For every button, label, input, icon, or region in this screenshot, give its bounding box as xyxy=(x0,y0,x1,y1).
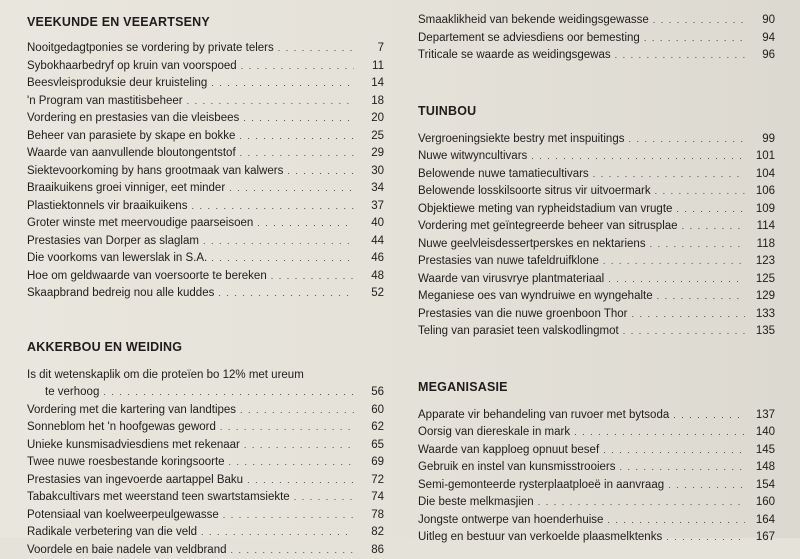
entry-title: Beheer van parasiete by skape en bokke xyxy=(27,128,235,146)
entry-title: Voordele en baie nadele van veldbrand xyxy=(27,542,227,559)
toc-entry xyxy=(27,110,384,128)
entry-page-number: 104 xyxy=(751,166,775,184)
toc-entry xyxy=(27,542,384,559)
entry-title: Vordering en prestasies van die vleisbees xyxy=(27,110,239,128)
toc-entry xyxy=(418,512,775,530)
entry-page-number: 52 xyxy=(360,285,384,303)
entry-page-number: 125 xyxy=(751,271,775,289)
dot-leader xyxy=(211,75,354,93)
entry-page-number: 90 xyxy=(751,12,775,30)
entry-title: Plastiektonnels vir braaikuikens xyxy=(27,198,187,216)
section-heading: TUINBOU xyxy=(418,103,775,119)
toc-entry xyxy=(418,47,775,65)
dot-leader xyxy=(653,12,745,30)
entry-page-number: 160 xyxy=(751,494,775,512)
entry-title: Twee nuwe roesbestande koringsoorte xyxy=(27,454,225,472)
toc-entry xyxy=(27,367,384,402)
section-akkerbou-continued xyxy=(418,12,775,65)
dot-leader xyxy=(191,198,354,216)
entry-title: Waarde van aanvullende bloutongentstof xyxy=(27,145,236,163)
entry-page-number: 109 xyxy=(751,201,775,219)
entry-title: Waarde van virusvrye plantmateriaal xyxy=(418,271,604,289)
dot-leader xyxy=(271,268,354,286)
toc-entry xyxy=(27,437,384,455)
toc-entry xyxy=(418,12,775,30)
toc-entry xyxy=(27,215,384,233)
entry-page-number: 14 xyxy=(360,75,384,93)
toc-entry xyxy=(418,323,775,341)
entry-title: Nuwe witwyncultivars xyxy=(418,148,527,166)
toc-entry xyxy=(418,148,775,166)
entry-title: Tabakcultivars met weerstand teen swartstamsiekte xyxy=(27,489,290,507)
dot-leader xyxy=(229,454,354,472)
dot-leader xyxy=(220,419,354,437)
dot-leader xyxy=(615,47,745,65)
entry-page-number: 106 xyxy=(751,183,775,201)
entry-page-number: 86 xyxy=(360,542,384,559)
section-heading: AKKERBOU EN WEIDING xyxy=(27,339,384,355)
entry-page-number: 40 xyxy=(360,215,384,233)
dot-leader xyxy=(631,306,745,324)
dot-leader xyxy=(247,472,354,490)
toc-entry xyxy=(27,285,384,303)
entry-page-number: 154 xyxy=(751,477,775,495)
entry-page-number: 74 xyxy=(360,489,384,507)
toc-entry xyxy=(418,459,775,477)
toc-entry xyxy=(27,524,384,542)
toc-entry xyxy=(418,183,775,201)
entry-page-number: 11 xyxy=(360,58,384,76)
toc-entry xyxy=(418,424,775,442)
entry-page-number: 129 xyxy=(751,288,775,306)
entry-title: Belowende nuwe tamatiecultivars xyxy=(418,166,589,184)
entry-list xyxy=(27,40,384,303)
entry-page-number: 29 xyxy=(360,145,384,163)
toc-entry xyxy=(27,268,384,286)
entry-title: Braaikuikens groei vinniger, eet minder xyxy=(27,180,225,198)
dot-leader xyxy=(294,489,354,507)
entry-page-number: 118 xyxy=(751,236,775,254)
dot-leader xyxy=(603,253,745,271)
toc-entry xyxy=(418,30,775,48)
toc-entry xyxy=(27,419,384,437)
toc-entry xyxy=(27,40,384,58)
section-heading: MEGANISASIE xyxy=(418,379,775,395)
entry-page-number: 99 xyxy=(751,131,775,149)
section-meganisasie xyxy=(418,379,775,547)
entry-page-number: 123 xyxy=(751,253,775,271)
dot-leader xyxy=(218,285,354,303)
toc-entry xyxy=(418,131,775,149)
toc-entry xyxy=(418,271,775,289)
toc-entry xyxy=(27,93,384,111)
entry-page-number: 137 xyxy=(751,407,775,425)
entry-page-number: 164 xyxy=(751,512,775,530)
toc-entry xyxy=(418,288,775,306)
section-veekunde xyxy=(27,14,384,303)
entry-page-number: 72 xyxy=(360,472,384,490)
entry-title: 'n Program van mastitisbeheer xyxy=(27,93,183,111)
toc-entry xyxy=(418,442,775,460)
entry-page-number: 65 xyxy=(360,437,384,455)
left-column xyxy=(27,14,384,559)
toc-entry xyxy=(27,145,384,163)
toc-entry xyxy=(27,128,384,146)
entry-title: Semi-gemonteerde rysterplaatploeë in aanvraag xyxy=(418,477,664,495)
entry-title: te verhoog xyxy=(45,384,99,402)
dot-leader xyxy=(287,163,354,181)
toc-entry xyxy=(27,75,384,93)
entry-title: Sybokhaarbedryf op kruin van voorspoed xyxy=(27,58,237,76)
toc-entry xyxy=(418,306,775,324)
entry-title: Smaaklikheid van bekende weidingsgewasse xyxy=(418,12,649,30)
entry-list-rest xyxy=(27,402,384,559)
dot-leader xyxy=(673,407,745,425)
entry-page-number: 44 xyxy=(360,233,384,251)
entry-page-number: 34 xyxy=(360,180,384,198)
toc-entry xyxy=(418,494,775,512)
entry-title: Vergroeningsiekte bestry met inspuitings xyxy=(418,131,624,149)
entry-title: Skaapbrand bedreig nou alle kuddes xyxy=(27,285,214,303)
dot-leader xyxy=(650,236,745,254)
entry-page-number: 133 xyxy=(751,306,775,324)
toc-entry xyxy=(27,489,384,507)
dot-leader xyxy=(682,218,745,236)
dot-leader xyxy=(655,183,745,201)
dot-leader xyxy=(603,442,745,460)
toc-entry xyxy=(27,454,384,472)
dot-leader xyxy=(240,402,354,420)
dot-leader xyxy=(608,271,745,289)
entry-page-number: 62 xyxy=(360,419,384,437)
entry-title: Prestasies van Dorper as slaglam xyxy=(27,233,199,251)
entry-list xyxy=(418,407,775,547)
dot-leader xyxy=(257,215,354,233)
entry-page-number: 56 xyxy=(360,384,384,402)
dot-leader xyxy=(229,180,354,198)
entry-page-number: 48 xyxy=(360,268,384,286)
dot-leader xyxy=(644,30,745,48)
entry-title: Hoe om geldwaarde van voersoorte te bereken xyxy=(27,268,267,286)
entry-title-continued xyxy=(27,384,384,402)
dot-leader xyxy=(243,110,354,128)
toc-entry xyxy=(27,233,384,251)
dot-leader xyxy=(574,424,745,442)
entry-title: Nooitgedagtponies se vordering by private telers xyxy=(27,40,274,58)
entry-title: Jongste ontwerpe van hoenderhuise xyxy=(418,512,603,530)
entry-page-number: 46 xyxy=(360,250,384,268)
entry-page-number: 18 xyxy=(360,93,384,111)
entry-page-number: 7 xyxy=(360,40,384,58)
dot-leader xyxy=(231,542,355,559)
dot-leader xyxy=(676,201,745,219)
entry-page-number: 78 xyxy=(360,507,384,525)
entry-title: Gebruik en instel van kunsmisstrooiers xyxy=(418,459,616,477)
entry-page-number: 96 xyxy=(751,47,775,65)
toc-entry xyxy=(27,180,384,198)
entry-page-number: 145 xyxy=(751,442,775,460)
dot-leader xyxy=(244,437,354,455)
section-heading: VEEKUNDE EN VEEARTSENY xyxy=(27,14,384,30)
dot-leader xyxy=(623,323,745,341)
entry-title: Nuwe geelvleisdessertperskes en nektariens xyxy=(418,236,646,254)
dot-leader xyxy=(223,507,354,525)
toc-entry xyxy=(418,218,775,236)
dot-leader xyxy=(668,477,745,495)
entry-title: Objektiewe meting van rypheidstadium van vrugte xyxy=(418,201,672,219)
toc-entry xyxy=(27,163,384,181)
entry-title: Belowende losskilsoorte sitrus vir uitvoermark xyxy=(418,183,651,201)
dot-leader xyxy=(103,384,354,402)
toc-entry xyxy=(418,166,775,184)
entry-title: Meganiese oes van wyndruiwe en wyngehalte xyxy=(418,288,653,306)
dot-leader xyxy=(241,58,354,76)
entry-page-number: 20 xyxy=(360,110,384,128)
toc-entry xyxy=(418,253,775,271)
entry-title: Prestasies van nuwe tafeldruifklone xyxy=(418,253,599,271)
dot-leader xyxy=(538,494,745,512)
entry-page-number: 69 xyxy=(360,454,384,472)
section-tuinbou xyxy=(418,103,775,341)
entry-page-number: 30 xyxy=(360,163,384,181)
entry-list xyxy=(27,367,384,559)
entry-page-number: 135 xyxy=(751,323,775,341)
dot-leader xyxy=(628,131,745,149)
entry-page-number: 148 xyxy=(751,459,775,477)
dot-leader xyxy=(203,233,354,251)
entry-title: Departement se adviesdiens oor bemesting xyxy=(418,30,640,48)
entry-page-number: 82 xyxy=(360,524,384,542)
toc-entry xyxy=(27,402,384,420)
entry-title: Teling van parasiet teen valskodlingmot xyxy=(418,323,619,341)
entry-page-number: 101 xyxy=(751,148,775,166)
dot-leader xyxy=(240,145,354,163)
dot-leader xyxy=(657,288,745,306)
entry-title: Beesvleisproduksie deur kruisteling xyxy=(27,75,207,93)
entry-title: Potensiaal van koelweerpeulgewasse xyxy=(27,507,219,525)
entry-title: Sonneblom het 'n hoofgewas geword xyxy=(27,419,216,437)
entry-page-number: 140 xyxy=(751,424,775,442)
dot-leader xyxy=(239,128,354,146)
toc-entry xyxy=(418,477,775,495)
entry-title: Oorsig van diereskale in mark xyxy=(418,424,570,442)
entry-title: Prestasies van ingevoerde aartappel Baku xyxy=(27,472,243,490)
dot-leader xyxy=(278,40,354,58)
toc-entry xyxy=(27,198,384,216)
entry-title: Apparate vir behandeling van ruvoer met bytsoda xyxy=(418,407,669,425)
entry-title: Die beste melkmasjien xyxy=(418,494,534,512)
entry-page-number: 60 xyxy=(360,402,384,420)
dot-leader xyxy=(593,166,745,184)
section-akkerbou xyxy=(27,339,384,559)
entry-title: Unieke kunsmisadviesdiens met rekenaar xyxy=(27,437,240,455)
entry-title: Siektevoorkoming by hans grootmaak van kalwers xyxy=(27,163,283,181)
entry-page-number: 37 xyxy=(360,198,384,216)
entry-title: Die voorkoms van lewerslak in S.A. xyxy=(27,250,207,268)
entry-page-number: 94 xyxy=(751,30,775,48)
entry-title: Is dit wetenskaplik om die proteïen bo 12% met ureum xyxy=(27,367,384,385)
entry-title: Radikale verbetering van die veld xyxy=(27,524,197,542)
dot-leader xyxy=(607,512,745,530)
entry-title: Vordering met die kartering van landtipes xyxy=(27,402,236,420)
toc-entry xyxy=(27,507,384,525)
right-column xyxy=(418,12,775,547)
entry-title: Vordering met geïntegreerde beheer van sitrusplae xyxy=(418,218,678,236)
dot-leader xyxy=(201,524,354,542)
toc-entry xyxy=(27,472,384,490)
dot-leader xyxy=(620,459,746,477)
entry-title: Groter winste met meervoudige paarseisoen xyxy=(27,215,253,233)
toc-entry xyxy=(418,407,775,425)
toc-entry xyxy=(418,236,775,254)
toc-entry xyxy=(27,250,384,268)
dot-leader xyxy=(211,250,354,268)
entry-list xyxy=(418,131,775,341)
entry-page-number: 167 xyxy=(751,529,775,547)
entry-title: Prestasies van die nuwe groenboon Thor xyxy=(418,306,627,324)
dot-leader xyxy=(187,93,354,111)
entry-page-number: 114 xyxy=(751,218,775,236)
entry-title: Uitleg en bestuur van verkoelde plaasmelktenks xyxy=(418,529,662,547)
toc-entry xyxy=(27,58,384,76)
toc-entry xyxy=(418,201,775,219)
entry-title: Waarde van kapploeg opnuut besef xyxy=(418,442,599,460)
entry-list xyxy=(418,12,775,65)
dot-leader xyxy=(531,148,745,166)
entry-title: Triticale se waarde as weidingsgewas xyxy=(418,47,611,65)
entry-page-number: 25 xyxy=(360,128,384,146)
